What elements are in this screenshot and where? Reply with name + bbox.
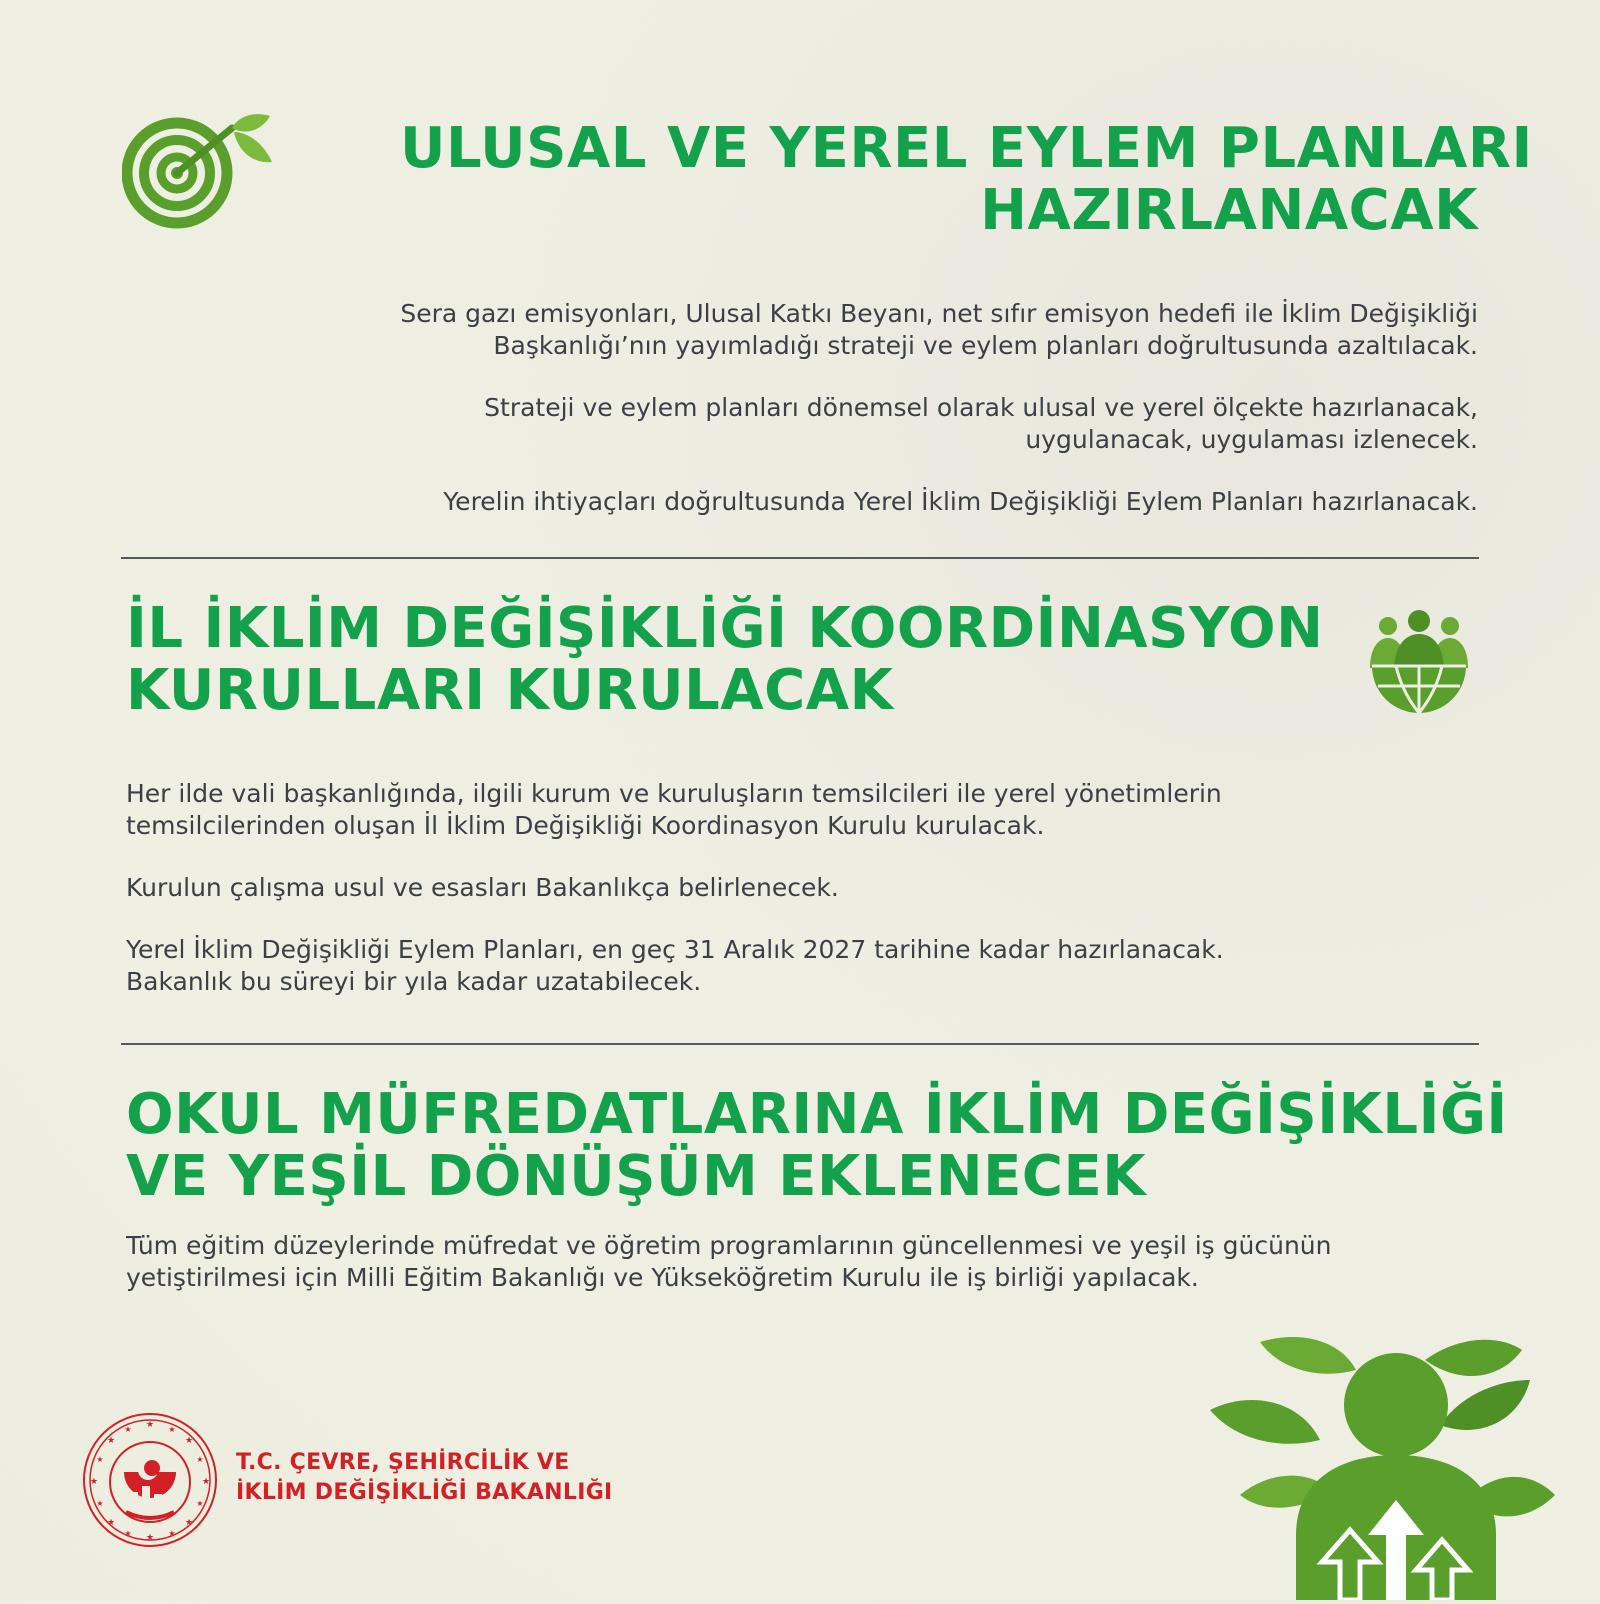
person-leaves-growth-icon <box>1210 1330 1600 1600</box>
text-line: Kurulun çalışma usul ve esasları Bakanlıkça belirlenecek. <box>126 873 839 902</box>
section-2-body <box>126 778 1376 998</box>
section-1-title-line: HAZIRLANACAK <box>980 178 1478 243</box>
text-line: Yerelin ihtiyaçları doğrultusunda Yerel İklim Değişikliği Eylem Planları hazırlanacak. <box>443 487 1478 516</box>
ministry-name-line: T.C. ÇEVRE, ŞEHİRCİLİK VE <box>236 1450 570 1475</box>
svg-text:★: ★ <box>89 1477 99 1487</box>
text-line: Tüm eğitim düzeylerinde müfredat ve öğretim programlarının güncellenmesi ve yeşil iş gücünün <box>126 1231 1332 1260</box>
svg-text:★: ★ <box>145 1533 155 1543</box>
svg-text:★: ★ <box>168 1425 176 1434</box>
svg-text:★: ★ <box>124 1529 132 1538</box>
svg-text:★: ★ <box>106 1436 116 1446</box>
people-globe-icon <box>1366 610 1472 716</box>
section-3-title-line: OKUL MÜFREDATLARINA İKLİM DEĞİŞİKLİĞİ <box>126 1082 1508 1147</box>
svg-text:★: ★ <box>196 1499 204 1508</box>
section-3-body <box>126 1230 1506 1294</box>
section-2-paragraph <box>126 934 1376 998</box>
section-1-paragraph <box>300 486 1478 518</box>
section-divider <box>121 1043 1479 1045</box>
section-2-title-line: İL İKLİM DEĞİŞİKLİĞİ KOORDİNASYON <box>126 596 1324 661</box>
section-3-title-line: VE YEŞİL DÖNÜŞÜM EKLENECEK <box>126 1144 1147 1209</box>
ministry-name <box>236 1448 613 1508</box>
section-1-paragraph <box>300 298 1478 362</box>
section-3-title <box>126 1084 1526 1208</box>
text-line: uygulanacak, uygulaması izlenecek. <box>1025 425 1478 454</box>
section-1-body <box>300 298 1478 518</box>
svg-text:★: ★ <box>106 1518 116 1528</box>
section-2-title <box>126 596 1324 723</box>
target-leaf-icon <box>122 110 282 230</box>
svg-text:★: ★ <box>201 1477 211 1487</box>
ministry-seal-icon <box>80 1410 220 1550</box>
text-line: Bakanlık bu süreyi bir yıla kadar uzatabilecek. <box>126 967 702 996</box>
text-line: Her ilde vali başkanlığında, ilgili kurum ve kuruluşların temsilcileri ile yerel yönetimlerin <box>126 779 1222 808</box>
section-1-title-line: ULUSAL VE YEREL EYLEM PLANLARI <box>400 116 1533 181</box>
svg-text:★: ★ <box>96 1455 104 1464</box>
svg-text:★: ★ <box>184 1436 194 1446</box>
text-line: Strateji ve eylem planları dönemsel olarak ulusal ve yerel ölçekte hazırlanacak, <box>484 393 1478 422</box>
section-3-paragraph <box>126 1230 1506 1294</box>
svg-text:★: ★ <box>145 1420 155 1430</box>
text-line: Başkanlığı’nın yayımladığı strateji ve eylem planları doğrultusunda azaltılacak. <box>493 331 1478 360</box>
section-1-paragraph <box>300 392 1478 456</box>
text-line: temsilcilerinden oluşan İl İklim Değişikliği Koordinasyon Kurulu kurulacak. <box>126 811 1045 840</box>
section-divider <box>121 557 1479 559</box>
svg-text:★: ★ <box>124 1425 132 1434</box>
section-2-paragraph <box>126 872 1376 904</box>
section-1-title <box>400 116 1533 243</box>
text-line: Yerel İklim Değişikliği Eylem Planları, en geç 31 Aralık 2027 tarihine kadar hazırlanacak. <box>126 935 1224 964</box>
text-line: yetiştirilmesi için Milli Eğitim Bakanlığı ve Yükseköğretim Kurulu ile iş birliği yapılacak. <box>126 1263 1199 1292</box>
text-line: Sera gazı emisyonları, Ulusal Katkı Beyanı, net sıfır emisyon hedefi ile İklim Değişikliği <box>400 299 1478 328</box>
svg-text:★: ★ <box>96 1499 104 1508</box>
ministry-name-line: İKLİM DEĞİŞİKLİĞİ BAKANLIĞI <box>236 1480 613 1505</box>
svg-text:★: ★ <box>168 1529 176 1538</box>
svg-text:★: ★ <box>196 1455 204 1464</box>
section-2-paragraph <box>126 778 1376 842</box>
section-2-title-line: KURULLARI KURULACAK <box>126 658 894 723</box>
svg-text:★: ★ <box>184 1518 194 1528</box>
